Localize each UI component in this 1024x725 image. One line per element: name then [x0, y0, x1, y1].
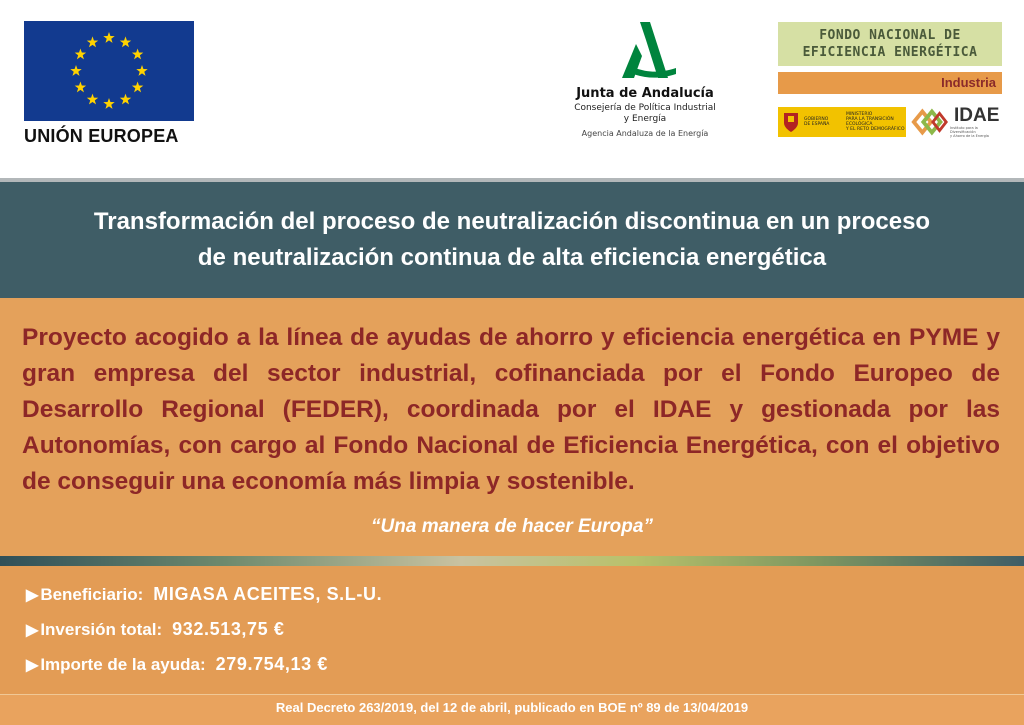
idae-logo-block [910, 106, 1002, 138]
fondo-heading [778, 22, 1002, 66]
fondo-line-1: FONDO NACIONAL DE [819, 28, 961, 43]
header [0, 0, 1024, 172]
title-line-1: Transformación del proceso de neutralización discontinua en un proceso [93, 208, 931, 235]
junta-logo [555, 22, 735, 139]
fondo-sector: Industria [778, 72, 1002, 94]
title-band [0, 178, 1024, 298]
idae-text-block [950, 106, 1002, 138]
decorative-stripe [0, 556, 1024, 566]
idae-sub-2: y Ahorro de la Energía [950, 134, 989, 138]
fondo-line-2: EFICIENCIA ENERGÉTICA [802, 45, 978, 60]
eu-flag-icon [24, 21, 194, 121]
motto: “Una manera de hacer Europa” [371, 516, 653, 537]
investment-label: Inversión total: [40, 619, 163, 639]
details-band [0, 566, 1024, 694]
fondo-partner-logos [778, 104, 1002, 140]
idae-logo [910, 107, 950, 137]
gobierno-line-1: GOBIERNO [804, 117, 829, 122]
ministerio-line-3: Y EL RETO DEMOGRÁFICO [846, 127, 905, 132]
junta-andalucia-logo [610, 22, 680, 82]
gobierno-text [804, 117, 840, 127]
gobierno-logo [778, 107, 906, 137]
project-description: Proyecto acogido a la línea de ayudas de ahorro y eficiencia energética en PYME y gran empresa del sector industrial, cofinanciada por el Fondo Europeo de Desarrollo Regional (FEDER), coordinada por el IDAE y gestionada por las Autonomías, con cargo al Fondo Nacional de Eficiencia Energética, con el objetivo de conseguir una economía más limpia y sostenible. [22, 324, 1000, 495]
triangle-right-icon: ▶ [26, 656, 39, 674]
junta-agency: Agencia Andaluza de la Energía [581, 129, 709, 138]
footer-text: Real Decreto 263/2019, del 12 de abril, publicado en BOE nº 89 de 13/04/2019 [275, 700, 749, 715]
eu-text: UNIÓN EUROPEA [24, 126, 179, 146]
beneficiary-value: MIGASA ACEITES, S.L-U. [153, 584, 383, 604]
ministerio-text [846, 112, 906, 132]
ministerio-line-1: MINISTERIO [846, 112, 873, 117]
consejeria-line-2: y Energía [623, 114, 667, 124]
aid-label: Importe de la ayuda: [40, 654, 206, 674]
eu-logo [24, 21, 194, 147]
beneficiary-label: Beneficiario: [40, 584, 144, 604]
gobierno-line-2: DE ESPAÑA [804, 122, 830, 127]
consejeria-line-1: Consejería de Política Industrial [574, 103, 716, 113]
spain-shield-icon [782, 111, 800, 133]
triangle-right-icon: ▶ [26, 621, 39, 639]
aid-row [26, 654, 328, 675]
investment-row [26, 619, 284, 640]
triangle-right-icon: ▶ [26, 586, 39, 604]
description-band [0, 298, 1024, 556]
junta-name: Junta de Andalucía [576, 86, 714, 101]
idae-sub-1: Instituto para la Diversificación [950, 126, 978, 134]
junta-consejeria [555, 103, 735, 125]
title-line-2: de neutralización continua de alta eficiencia energética [197, 244, 827, 271]
beneficiary-row [26, 584, 382, 605]
investment-value: 932.513,75 € [172, 619, 285, 639]
footer [0, 694, 1024, 725]
ministerio-line-2: PARA LA TRANSICIÓN ECOLÓGICA [846, 117, 894, 127]
aid-value: 279.754,13 € [215, 654, 328, 674]
idae-name: IDAE [954, 105, 1000, 126]
fondo-nacional-logo [778, 22, 1002, 140]
